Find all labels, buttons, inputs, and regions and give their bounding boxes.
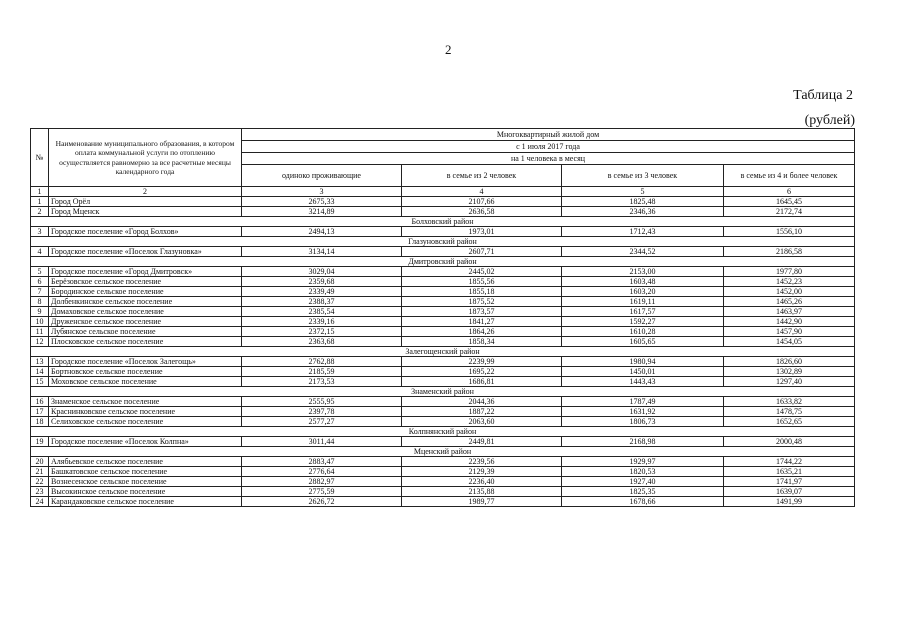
value-cell: 2449,81 — [402, 437, 562, 447]
value-cell: 2344,52 — [562, 247, 724, 257]
table-row — [31, 397, 855, 407]
table-row — [31, 487, 855, 497]
value-cell: 1631,92 — [562, 407, 724, 417]
value-cell: 1929,97 — [562, 457, 724, 467]
municipality-name: Городское поселение «Город Болхов» — [49, 227, 242, 237]
table-row — [31, 467, 855, 477]
value-cell: 2577,27 — [242, 417, 402, 427]
value-cell: 1652,65 — [724, 417, 855, 427]
value-cell: 1825,35 — [562, 487, 724, 497]
value-cell: 1556,10 — [724, 227, 855, 237]
index-cell: 4 — [402, 187, 562, 197]
municipality-name: Селиховское сельское поселение — [49, 417, 242, 427]
municipality-name: Берёзовское сельское поселение — [49, 277, 242, 287]
units-label: (рублей) — [804, 113, 855, 128]
municipality-name: Городское поселение «Поселок Глазуновка» — [49, 247, 242, 257]
value-cell: 2236,40 — [402, 477, 562, 487]
table-row — [31, 437, 855, 447]
value-cell: 1806,73 — [562, 417, 724, 427]
value-cell: 1712,43 — [562, 227, 724, 237]
value-cell: 1875,52 — [402, 297, 562, 307]
municipality-name: Лубянское сельское поселение — [49, 327, 242, 337]
table-row — [31, 337, 855, 347]
value-cell: 1452,00 — [724, 287, 855, 297]
value-cell: 2363,68 — [242, 337, 402, 347]
row-number: 2 — [31, 207, 49, 217]
value-cell: 2675,33 — [242, 197, 402, 207]
value-cell: 1463,97 — [724, 307, 855, 317]
row-number: 14 — [31, 367, 49, 377]
municipality-name: Вознесенское сельское поселение — [49, 477, 242, 487]
row-number: 1 — [31, 197, 49, 207]
row-number: 12 — [31, 337, 49, 347]
value-cell: 1864,26 — [402, 327, 562, 337]
value-cell: 2185,59 — [242, 367, 402, 377]
municipality-name: Городское поселение «Поселок Колпна» — [49, 437, 242, 447]
value-cell: 1678,66 — [562, 497, 724, 507]
district-row — [31, 237, 855, 247]
table-row — [31, 267, 855, 277]
municipality-name: Город Орёл — [49, 197, 242, 207]
value-cell: 1592,27 — [562, 317, 724, 327]
municipality-name: Городское поселение «Поселок Залегощь» — [49, 357, 242, 367]
municipality-name: Знаменское сельское поселение — [49, 397, 242, 407]
index-cell: 5 — [562, 187, 724, 197]
value-cell: 2339,16 — [242, 317, 402, 327]
table-row — [31, 407, 855, 417]
value-cell: 2339,49 — [242, 287, 402, 297]
row-number: 19 — [31, 437, 49, 447]
district-row — [31, 427, 855, 437]
value-cell: 2372,15 — [242, 327, 402, 337]
value-cell: 2626,72 — [242, 497, 402, 507]
value-cell: 1605,65 — [562, 337, 724, 347]
value-cell: 1639,07 — [724, 487, 855, 497]
header-number: № — [31, 129, 49, 187]
district-name: Болховский район — [31, 217, 855, 227]
value-cell: 1787,49 — [562, 397, 724, 407]
table-row — [31, 307, 855, 317]
value-cell: 2397,78 — [242, 407, 402, 417]
district-name: Колпнянский район — [31, 427, 855, 437]
value-cell: 1820,53 — [562, 467, 724, 477]
row-number: 6 — [31, 277, 49, 287]
row-number: 21 — [31, 467, 49, 477]
value-cell: 2000,48 — [724, 437, 855, 447]
value-cell: 2346,36 — [562, 207, 724, 217]
value-cell: 2173,53 — [242, 377, 402, 387]
district-row — [31, 257, 855, 267]
value-cell: 2239,56 — [402, 457, 562, 467]
value-cell: 1645,45 — [724, 197, 855, 207]
row-number: 23 — [31, 487, 49, 497]
value-cell: 2445,02 — [402, 267, 562, 277]
municipality-name: Моховское сельское поселение — [49, 377, 242, 387]
row-number: 13 — [31, 357, 49, 367]
row-number: 15 — [31, 377, 49, 387]
value-cell: 1741,97 — [724, 477, 855, 487]
value-cell: 2129,39 — [402, 467, 562, 477]
value-cell: 1841,27 — [402, 317, 562, 327]
row-number: 18 — [31, 417, 49, 427]
value-cell: 2636,58 — [402, 207, 562, 217]
row-number: 5 — [31, 267, 49, 277]
row-number: 24 — [31, 497, 49, 507]
header-building: Многоквартирный жилой дом — [242, 129, 855, 141]
value-cell: 2385,54 — [242, 307, 402, 317]
row-number: 11 — [31, 327, 49, 337]
table-row — [31, 417, 855, 427]
page-number: 2 — [445, 42, 452, 57]
table-row — [31, 287, 855, 297]
value-cell: 3134,14 — [242, 247, 402, 257]
value-cell: 1825,48 — [562, 197, 724, 207]
table-row — [31, 357, 855, 367]
district-name: Мценский район — [31, 447, 855, 457]
value-cell: 1927,40 — [562, 477, 724, 487]
municipality-name: Город Мценск — [49, 207, 242, 217]
municipality-name: Бортновское сельское поселение — [49, 367, 242, 377]
value-cell: 1619,11 — [562, 297, 724, 307]
value-cell: 1887,22 — [402, 407, 562, 417]
value-cell: 2239,99 — [402, 357, 562, 367]
municipality-name: Друженское сельское поселение — [49, 317, 242, 327]
district-name: Залегощенский район — [31, 347, 855, 357]
value-cell: 1491,99 — [724, 497, 855, 507]
value-cell: 1635,21 — [724, 467, 855, 477]
value-cell: 3214,89 — [242, 207, 402, 217]
header-period: с 1 июля 2017 года — [242, 141, 855, 153]
value-cell: 1973,01 — [402, 227, 562, 237]
value-cell: 3029,04 — [242, 267, 402, 277]
municipality-name: Домаховское сельское поселение — [49, 307, 242, 317]
value-cell: 2607,71 — [402, 247, 562, 257]
table-row — [31, 477, 855, 487]
table-row — [31, 297, 855, 307]
value-cell: 2883,47 — [242, 457, 402, 467]
value-cell: 2135,88 — [402, 487, 562, 497]
municipality-name: Долбенкинское сельское поселение — [49, 297, 242, 307]
value-cell: 1450,01 — [562, 367, 724, 377]
district-row — [31, 217, 855, 227]
header-col-4: в семье из 4 и более человек — [724, 165, 855, 187]
table-row — [31, 227, 855, 237]
district-row — [31, 347, 855, 357]
value-cell: 2762,88 — [242, 357, 402, 367]
row-number: 20 — [31, 457, 49, 467]
municipality-name: Карандаковское сельское поселение — [49, 497, 242, 507]
value-cell: 1873,57 — [402, 307, 562, 317]
table-row — [31, 317, 855, 327]
value-cell: 1980,94 — [562, 357, 724, 367]
district-row — [31, 447, 855, 457]
value-cell: 2882,97 — [242, 477, 402, 487]
header-col-single: одиноко проживающие — [242, 165, 402, 187]
municipality-name: Плосковское сельское поселение — [49, 337, 242, 347]
value-cell: 1478,75 — [724, 407, 855, 417]
header-col-3: в семье из 3 человек — [562, 165, 724, 187]
value-cell: 1442,90 — [724, 317, 855, 327]
district-row — [31, 387, 855, 397]
table-row — [31, 457, 855, 467]
value-cell: 1855,18 — [402, 287, 562, 297]
table-row — [31, 207, 855, 217]
value-cell: 1695,22 — [402, 367, 562, 377]
row-number: 9 — [31, 307, 49, 317]
row-number: 8 — [31, 297, 49, 307]
value-cell: 1826,60 — [724, 357, 855, 367]
index-cell: 6 — [724, 187, 855, 197]
municipality-name: Высокинское сельское поселение — [49, 487, 242, 497]
value-cell: 1610,28 — [562, 327, 724, 337]
value-cell: 1452,23 — [724, 277, 855, 287]
header-mo-name: Наименование муниципального образования, в котором оплата коммунальной услуги по отоплению осуществляется равномерно за все расчетные месяцы календарного года — [49, 129, 242, 187]
value-cell: 2063,60 — [402, 417, 562, 427]
table-title: Таблица 2 — [793, 88, 853, 103]
value-cell: 3011,44 — [242, 437, 402, 447]
value-cell: 2555,95 — [242, 397, 402, 407]
row-number: 16 — [31, 397, 49, 407]
value-cell: 2107,66 — [402, 197, 562, 207]
row-number: 17 — [31, 407, 49, 417]
value-cell: 2776,64 — [242, 467, 402, 477]
table-row — [31, 367, 855, 377]
value-cell: 2388,37 — [242, 297, 402, 307]
municipality-name: Краснинковское сельское поселение — [49, 407, 242, 417]
index-cell: 3 — [242, 187, 402, 197]
index-cell: 2 — [49, 187, 242, 197]
value-cell: 1297,40 — [724, 377, 855, 387]
value-cell: 2153,00 — [562, 267, 724, 277]
value-cell: 2775,59 — [242, 487, 402, 497]
value-cell: 1989,77 — [402, 497, 562, 507]
value-cell: 2494,13 — [242, 227, 402, 237]
value-cell: 1617,57 — [562, 307, 724, 317]
value-cell: 1465,26 — [724, 297, 855, 307]
value-cell: 2172,74 — [724, 207, 855, 217]
value-cell: 1633,82 — [724, 397, 855, 407]
table-row — [31, 197, 855, 207]
row-number: 3 — [31, 227, 49, 237]
value-cell: 1457,90 — [724, 327, 855, 337]
value-cell: 2044,36 — [402, 397, 562, 407]
municipality-name: Бородинское сельское поселение — [49, 287, 242, 297]
value-cell: 2359,68 — [242, 277, 402, 287]
municipality-name: Городское поселение «Город Дмитровск» — [49, 267, 242, 277]
table-row — [31, 277, 855, 287]
table-row — [31, 377, 855, 387]
value-cell: 2186,58 — [724, 247, 855, 257]
value-cell: 1302,89 — [724, 367, 855, 377]
value-cell: 1686,81 — [402, 377, 562, 387]
value-cell: 1858,34 — [402, 337, 562, 347]
municipality-name: Алябьевское сельское поселение — [49, 457, 242, 467]
value-cell: 1977,80 — [724, 267, 855, 277]
value-cell: 1443,43 — [562, 377, 724, 387]
value-cell: 1603,48 — [562, 277, 724, 287]
municipality-name: Башкатовское сельское поселение — [49, 467, 242, 477]
value-cell: 2168,98 — [562, 437, 724, 447]
row-number: 7 — [31, 287, 49, 297]
index-cell: 1 — [31, 187, 49, 197]
table-row — [31, 327, 855, 337]
district-name: Дмитровский район — [31, 257, 855, 267]
header-per-person: на 1 человека в месяц — [242, 153, 855, 165]
header-col-2: в семье из 2 человек — [402, 165, 562, 187]
district-name: Глазуновский район — [31, 237, 855, 247]
value-cell: 1855,56 — [402, 277, 562, 287]
table-row — [31, 497, 855, 507]
district-name: Знаменский район — [31, 387, 855, 397]
tariff-table — [30, 128, 855, 507]
value-cell: 1454,05 — [724, 337, 855, 347]
value-cell: 1744,22 — [724, 457, 855, 467]
row-number: 10 — [31, 317, 49, 327]
row-number: 22 — [31, 477, 49, 487]
row-number: 4 — [31, 247, 49, 257]
table-row — [31, 247, 855, 257]
value-cell: 1603,20 — [562, 287, 724, 297]
